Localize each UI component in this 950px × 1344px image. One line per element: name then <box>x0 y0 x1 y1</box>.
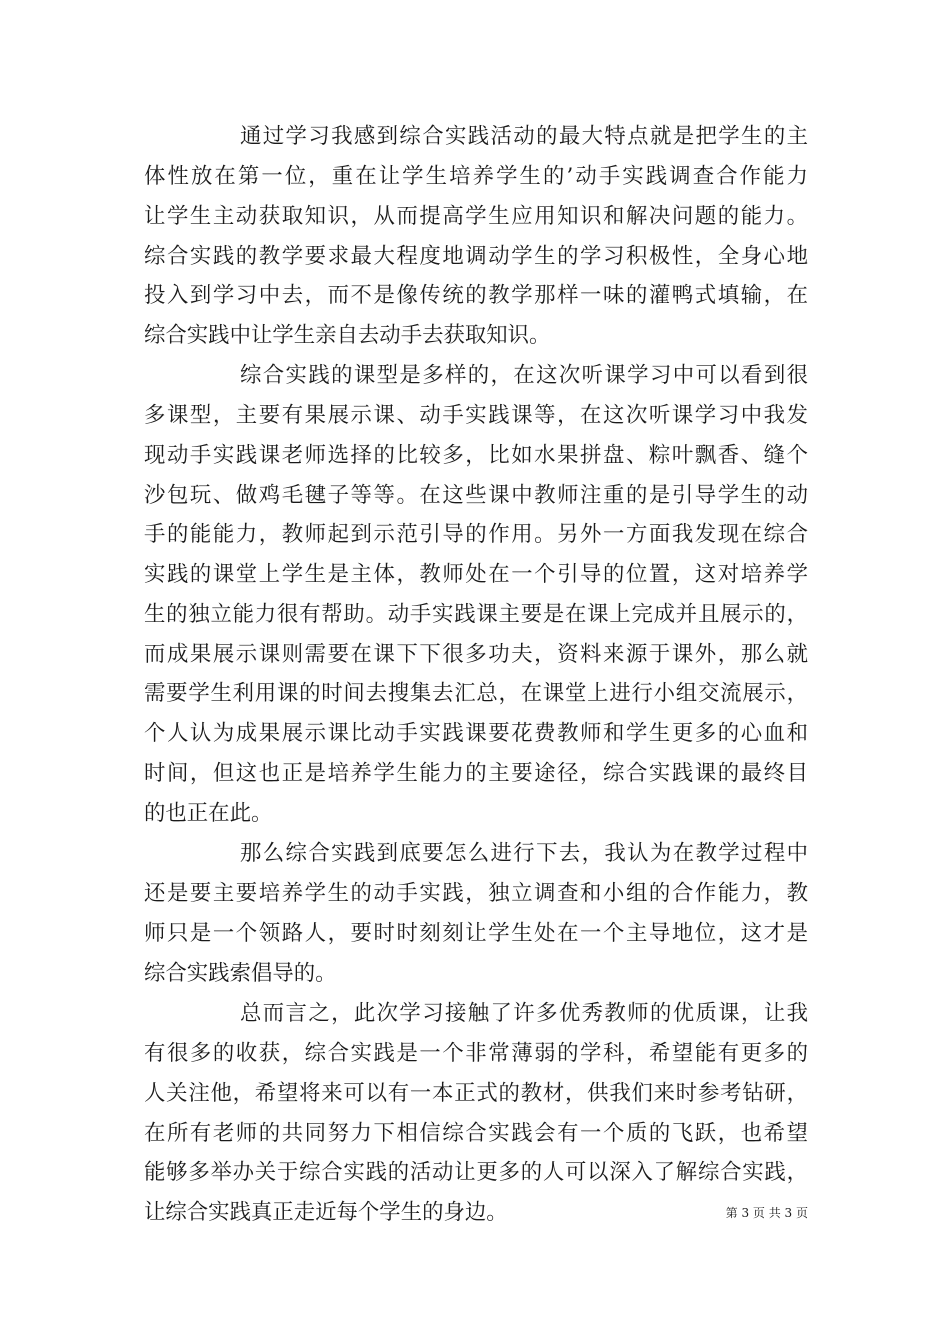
paragraph-2-line-6: 实践的课堂上学生是主体，教师处在一个引导的位置，这对培养学 <box>144 562 808 587</box>
paragraph-2-line-7: 生的独立能力很有帮助。动手实践课主要是在课上完成并且展示的， <box>144 602 808 627</box>
paragraph-2-line-4: 沙包玩、做鸡毛毽子等等。在这些课中教师注重的是引导学生的动 <box>144 483 808 508</box>
paragraph-1-line-6: 综合实践中让学生亲自去动手去获取知识。 <box>144 323 551 348</box>
paragraph-3-line-2: 还是要主要培养学生的动手实践，独立调查和小组的合作能力，教 <box>144 881 808 906</box>
paragraph-2-line-12: 的也正在此。 <box>144 801 273 826</box>
paragraph-2-line-9: 需要学生利用课的时间去搜集去汇总，在课堂上进行小组交流展示， <box>144 681 808 706</box>
paragraph-4-line-4: 在所有老师的共同努力下相信综合实践会有一个质的飞跃，也希望 <box>144 1121 808 1146</box>
paragraph-1-line-2: 体性放在第一位，重在让学生培养学生的’动手实践调查合作能力 <box>144 164 808 189</box>
paragraph-1-line-3: 让学生主动获取知识，从而提高学生应用知识和解决问题的能力。 <box>144 204 808 229</box>
paragraph-2-line-3: 现动手实践课老师选择的比较多，比如水果拼盘、粽叶飘香、缝个 <box>144 443 808 468</box>
paragraph-2-line-8: 而成果展示课则需要在课下下很多功夫，资料来源于课外，那么就 <box>144 642 808 667</box>
paragraph-1-line-4: 综合实践的教学要求最大程度地调动学生的学习积极性，全身心地 <box>144 244 808 269</box>
paragraph-2-line-2: 多课型，主要有果展示课、动手实践课等，在这次听课学习中我发 <box>144 403 808 428</box>
paragraph-1-line-5: 投入到学习中去，而不是像传统的教学那样一味的灌鸭式填输，在 <box>144 283 808 308</box>
paragraph-4-line-3: 人关注他，希望将来可以有一本正式的教材，供我们来时参考钻研， <box>144 1081 808 1106</box>
paragraph-3-line-3: 师只是一个领路人，要时时刻刻让学生处在一个主导地位，这才是 <box>144 921 808 946</box>
paragraph-2-line-5: 手的能能力，教师起到示范引导的作用。另外一方面我发现在综合 <box>144 522 808 547</box>
paragraph-2-line-11: 时间，但这也正是培养学生能力的主要途径，综合实践课的最终目 <box>144 761 808 786</box>
paragraph-4-line-1: 总而言之，此次学习接触了许多优秀教师的优质课，让我 <box>240 1001 808 1026</box>
paragraph-3-line-1: 那么综合实践到底要怎么进行下去，我认为在教学过程中 <box>240 841 808 866</box>
paragraph-1-line-1: 通过学习我感到综合实践活动的最大特点就是把学生的主 <box>240 124 808 149</box>
paragraph-3-line-4: 综合实践索倡导的。 <box>144 961 337 986</box>
paragraph-4-line-6: 让综合实践真正走近每个学生的身边。 <box>144 1200 508 1225</box>
paragraph-4-line-2: 有很多的收获，综合实践是一个非常薄弱的学科，希望能有更多的 <box>144 1041 808 1066</box>
page-number-footer: 第 3 页 共 3 页 <box>725 1206 808 1220</box>
paragraph-2-line-10: 个人认为成果展示课比动手实践课要花费教师和学生更多的心血和 <box>144 721 808 746</box>
paragraph-2-line-1: 综合实践的课型是多样的，在这次听课学习中可以看到很 <box>240 363 808 388</box>
paragraph-4-line-5: 能够多举办关于综合实践的活动让更多的人可以深入了解综合实践， <box>144 1160 808 1185</box>
